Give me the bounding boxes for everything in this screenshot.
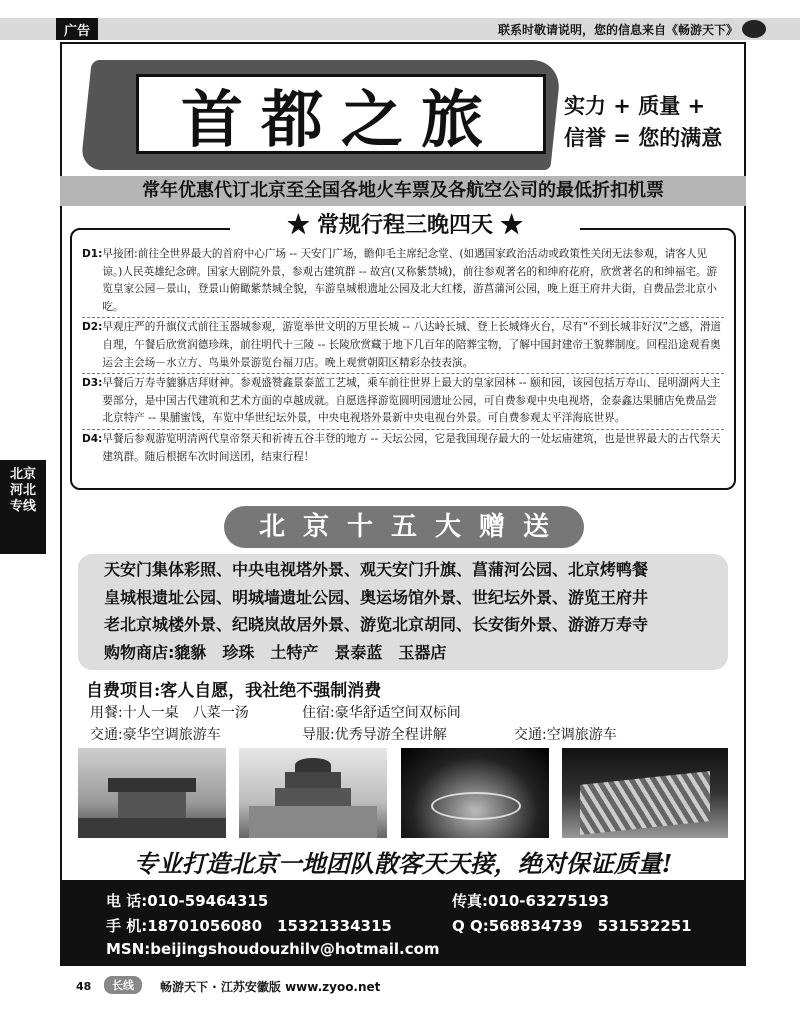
service-lodging: 住宿:豪华舒适空间双标间 — [302, 705, 461, 721]
gift-title-char: 赠 — [478, 512, 505, 542]
side-tab-line: 河北 — [9, 483, 36, 498]
day-label: D3: — [82, 377, 103, 390]
service-transport-alt: 交通:空调旅游车 — [514, 727, 617, 743]
magazine-logo-icon — [742, 20, 766, 38]
side-tab-line: 北京 — [9, 467, 36, 482]
phone-number: 电 话:010-59464315 — [106, 892, 269, 910]
day-label: D1: — [82, 248, 103, 260]
divider — [82, 429, 724, 430]
qq-numbers: Q Q:568834739 531532251 — [452, 917, 692, 935]
day-text: 早接团:前往全世界最大的首府中心广场 -- 天安门广场，瞻仰毛主席纪念堂、(如遇国家政治活动或政策性关闭无法参观，请客人见谅。)人民英雄纪念碑。国家大剧院外景，参观古建筑群 -- 故宫(又称紫禁城)，前往参观著名的和绅府花府，欣赏著名的和绅福宅。游览皇家公园－景山，登景山俯瞰紫禁城全貌，车游皇城根遗址公园及北大红楼，游菖蒲河公园，晚上逛王府井大街，自费品尝北京小吃。 — [102, 248, 718, 313]
service-transport: 交通:豪华空调旅游车 — [90, 727, 221, 743]
itinerary-day — [82, 319, 724, 372]
photo-strip — [78, 748, 728, 838]
pro-slogan: 专业打造北京一地团队散客天天接，绝对保证质量! — [133, 849, 673, 878]
gift-title-char: 十 — [346, 512, 373, 542]
day-label: D2: — [82, 321, 103, 334]
ticket-banner: 常年优惠代订北京至全国各地火车票及各航空公司的最低折扣机票 — [60, 176, 746, 206]
title-box — [136, 74, 546, 154]
gift-line: 皇城根遗址公园、明城墙遗址公园、奥运场馆外景、世纪坛外景、游览王府井 — [104, 587, 649, 607]
itinerary-heading: ★ 常规行程三晚四天 ★ — [230, 210, 580, 240]
itinerary-day — [82, 246, 724, 316]
service-meal: 用餐:十人一桌 八菜一汤 — [90, 705, 249, 721]
service-guide: 导服:优秀导游全程讲解 — [302, 727, 447, 743]
birds-nest-photo — [401, 748, 549, 838]
publication-info: 畅游天下 · 江苏安徽版 www.zyoo.net — [160, 980, 381, 994]
gift-title-char: 北 — [258, 512, 285, 542]
itinerary-box — [70, 228, 736, 490]
gift-line: 老北京城楼外景、纪晓岚故居外景、游览北京胡同、长安街外景、游游万寿寺 — [104, 615, 649, 634]
side-tab-line: 专线 — [9, 499, 36, 514]
gift-title — [224, 506, 584, 548]
divider — [82, 317, 724, 318]
gift-line: 购物商店:貔貅 珍珠 土特产 景泰蓝 玉器店 — [104, 642, 447, 662]
ad-tag: 广告 — [56, 18, 98, 40]
day-text: 早餐后万寿寺貔貅店拜财神。参观盛赞鑫景泰蓝工艺城，乘车前往世界上最大的皇家园林 -- 颐和园，该园包括万寿山、昆明湖两大主要部分，是中国古代建筑和艺术方面的卓越成就。自愿选择游览圆明园遗址公园，可自费参观中央电视塔，金泰鑫达果脯店免费品尝北京特产 -- 果脯蜜饯，车览中华世纪坛外景，中央电视塔外景新中央电视台外景。可自费参观太平洋海底世界。 — [102, 377, 721, 425]
section-badge: 长线 — [104, 976, 142, 994]
day-label: D4: — [82, 432, 103, 445]
day-text: 早观庄严的升旗仪式前往玉器城参观，游览举世文明的万里长城 -- 八达岭长城、登上长城烽火台，尽有“不到长城非好汉”之感，滑道自理，午餐后欣赏润德珍珠，前往明代十三陵 -- 长陵欣赏藏于地下几百年的陪葬宝物，了解中国封建帝王貌葬制度。回程沿途观看奥运会主会场－水立方、鸟巢外景游览台福刀店。晚上观赏朝阳区精彩杂技表演。 — [102, 321, 722, 369]
tiananmen-photo — [78, 748, 226, 838]
gift-title-char: 大 — [434, 512, 461, 542]
gift-line: 天安门集体彩照、中央电视塔外景、观天安门升旗、菖蒲河公园、北京烤鸭餐 — [104, 560, 649, 579]
side-section-tab — [0, 460, 46, 554]
page-number: 48 — [76, 980, 92, 993]
divider — [82, 373, 724, 374]
page-title: 首都之旅 — [180, 82, 501, 156]
msn-address: MSN:beijingshoudouzhilv@hotmail.com — [106, 940, 440, 958]
gift-title-char: 五 — [390, 512, 417, 542]
day-text: 早餐后参观游览明清两代皇帝祭天和祈祷五谷丰登的地方 -- 天坛公园，它是我国现存最大的一处坛庙建筑，也是世界最大的古代祭天建筑群。随后根据车次时间送团，结束行程！ — [102, 432, 721, 463]
gift-list — [104, 556, 724, 666]
slogan-line-1: 实力 + 质量 + — [564, 94, 706, 118]
contact-panel — [60, 880, 746, 966]
itinerary-day — [82, 375, 724, 428]
gift-title-char: 送 — [522, 512, 549, 542]
header-note: 联系时敬请说明，您的信息来自《畅游天下》 — [497, 23, 738, 37]
mobile-numbers: 手 机:18701056080 15321334315 — [106, 917, 392, 935]
temple-of-heaven-photo — [239, 748, 387, 838]
itinerary-day — [82, 431, 724, 466]
gift-title-char: 京 — [302, 512, 329, 542]
fax-number: 传真:010-63275193 — [452, 892, 610, 910]
slogan-line-2: 信誉 = 您的满意 — [564, 126, 723, 150]
self-pay-note: 自费项目:客人自愿，我社绝不强制消费 — [86, 681, 382, 701]
water-cube-photo — [562, 748, 728, 838]
slogan — [564, 90, 744, 154]
